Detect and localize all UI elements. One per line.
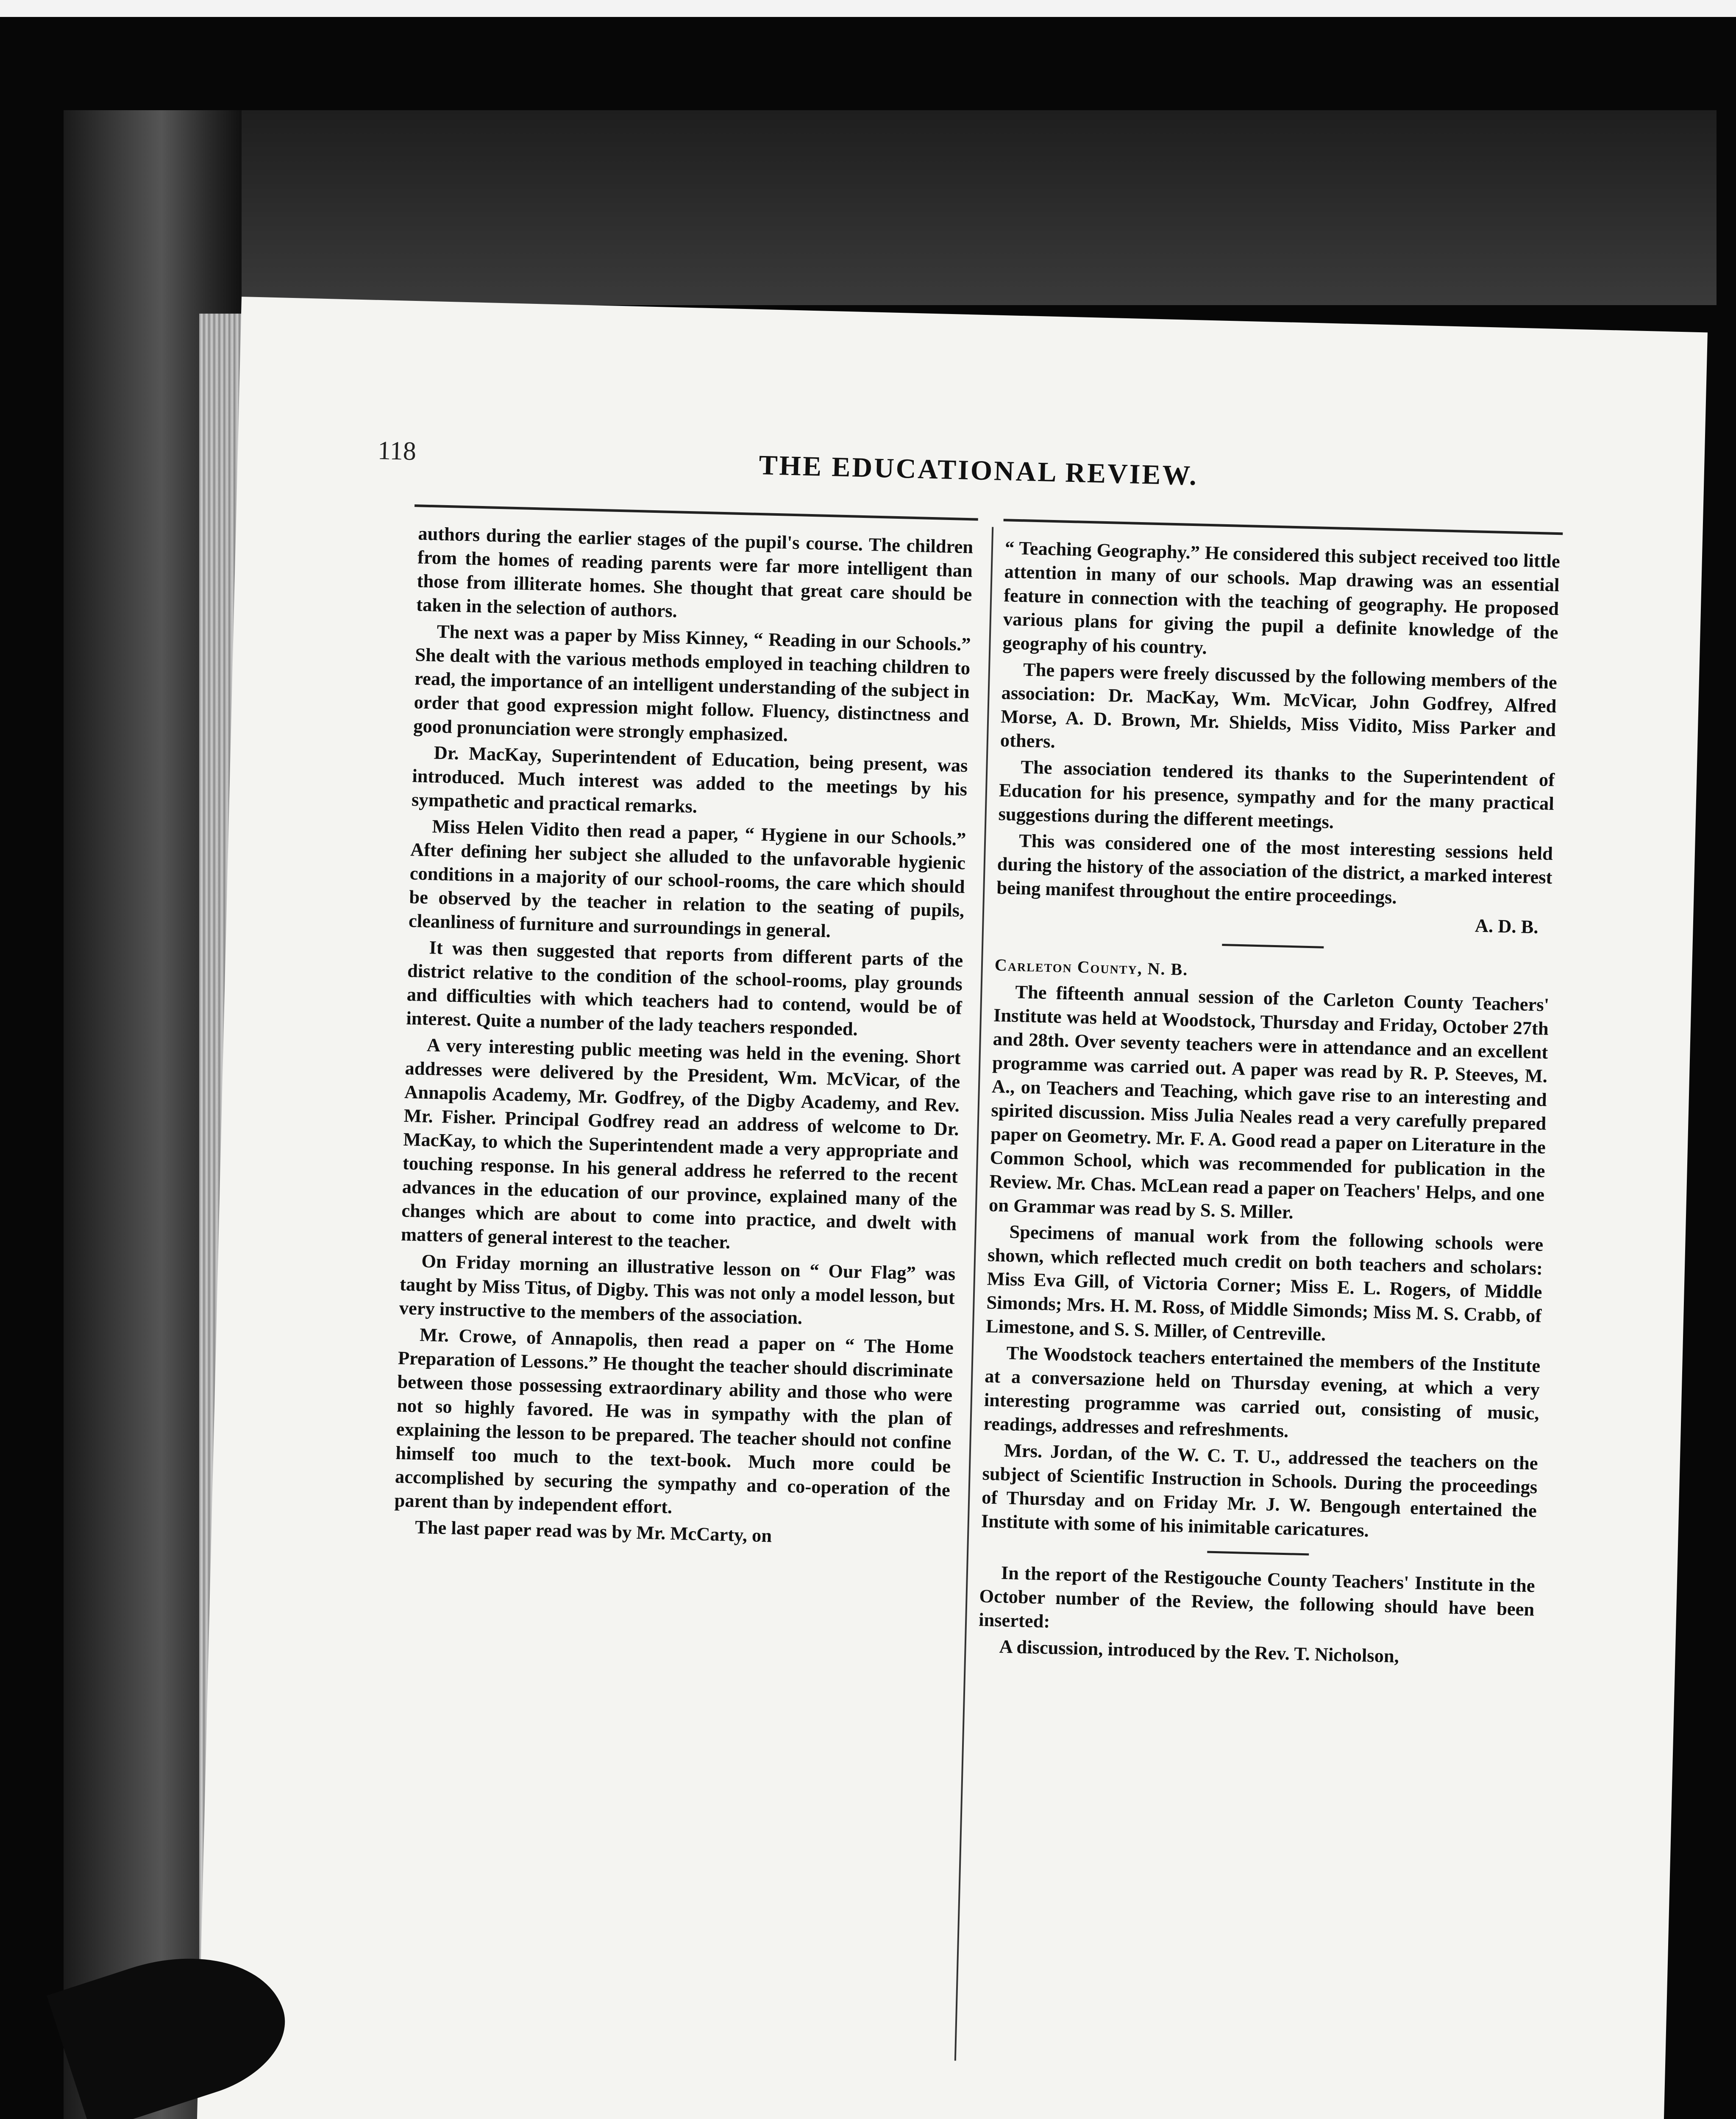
paragraph: The next was a paper by Miss Kinney, “ Reading in our Schools.” She dealt with the various methods employed in teaching children to read, the importance of an intelligent understanding of the subject in order that good expression might follow. Fluency, distinctness and good pronunciation were strongly emphasized. [413,620,971,745]
header-rule-right [1004,519,1563,535]
header-rule-left [415,504,978,520]
section-rule [1207,1551,1309,1556]
paragraph: This was considered one of the most interesting sessions held during the history of the association of the district, a marked interest being manifest throughout the entire proceedings. [996,830,1553,908]
running-head: THE EDUCATIONAL REVIEW. [758,449,1199,492]
page-header [377,436,1564,503]
paragraph: Dr. MacKay, Superintendent of Education, being present, was introduced. Much interest was added to the meetings by his sympathetic and practical remarks. [411,742,968,817]
paragraph: On Friday morning an illustrative lesson on “ Our Flag” was taught by Miss Titus, of Digby. This was not only a model lesson, but very instructive to the members of the association. [399,1250,956,1329]
paragraph: It was then suggested that reports from different parts of the district relative to the condition of the school-rooms, play grounds and difficulties with which teachers had to contend, would be of interest. Quite a number of the lady teachers responded. [406,937,963,1040]
paragraph: A discussion, introduced by the Rev. T. Nicholson, [999,1635,1399,1667]
section-heading: Carleton County, N. B. [994,955,1188,979]
paragraph: The papers were freely discussed by the following members of the association: Dr. MacKay, Wm. McVicar, John Godfrey, Alfred Morse, A. D. Brown, Mr. Shields, Miss Vidito, Miss Parker and others. [1000,659,1558,752]
paragraph: The last paper read was by Mr. McCarty, on [415,1516,772,1546]
paragraph: The association tendered its thanks to the Superintendent of Education for his presence, sympathy and for the many practical suggestions during the different meetings. [998,756,1555,833]
paragraph: Mr. Crowe, of Annapolis, then read a paper on “ The Home Preparation of Lessons.” He thought the teacher should discriminate between those possessing extraordinary ability and those who were not so highly favored. He was in sympathy with the plan of explaining the lesson to be prepared. The teacher should not confine himself too much to the text-book. Much more could be accomplished by securing the sympathy and co-operation of the parent than by independent effort. [394,1324,954,1518]
left-column [393,521,973,1554]
paragraph: In the report of the Restigouche County Teachers' Institute in the October number of the Review, the following should have been inserted: [978,1562,1536,1632]
paragraph: Specimens of manual work from the following schools were shown, which reflected much credit on both teachers and scholars: Miss Eva Gill, of Victoria Corner; Miss E. L. Rogers, of Middle Simonds; Mrs. H. M. Ross, of Middle Simonds; Miss M. S. Crabb, of Limestone, and S. S. Miller, of Centreville. [985,1221,1544,1345]
section-rule [1222,944,1324,948]
paragraph: Miss Helen Vidito then read a paper, “ Hygiene in our Schools.” After defining her subject she alluded to the unfavorable hygienic conditions in a majority of our school-rooms, the care which should be observed by the teacher in relation to the seating of pupils, cleanliness of furniture and surroundings in general. [408,815,966,942]
paragraph: The fifteenth annual session of the Carleton County Teachers' Institute was held at Woodstock, Thursday and Friday, October 27th and 28th. Over seventy teachers were in attendance and an excellent programme was carried out. A paper was read by R. P. Steeves, M. A., on Teachers and Teaching, which gave rise to an interesting and spirited discussion. Miss Julia Neales read a very carefully prepared paper on Geometry. Mr. F. A. Good read a paper on Literature in the Common School, which was recommended for publication in the Review. Mr. Chas. McLean read a paper on Teachers' Helps, and one on Grammar was read by S. S. Miller. [988,981,1550,1223]
scan-shadow-top [64,110,1717,305]
right-column [978,536,1560,1674]
paragraph: A very interesting public meeting was held in the evening. Short addresses were delivered by the President, Wm. McVicar, of the Annapolis Academy, Mr. Godfrey, of the Digby Academy, and Rev. Mr. Fisher. Principal Godfrey read an address of welcome to Dr. MacKay, to which the Superintendent made a very appropriate and touching response. In his general address he referred to the recent advances in the education of our province, explained many of the changes which are about to come into practice, and dwelt with matters of general interest to the teacher. [401,1034,961,1253]
paragraph: The Woodstock teachers entertained the members of the Institute at a conversazione held on Thursday evening, at which a very interesting programme was carried out, consisting of music, readings, addresses and refreshments. [983,1342,1541,1442]
paragraph: authors during the earlier stages of the pupil's course. The children from the homes of reading parents were far more intelligent than those from illiterate homes. She thought that great care should be taken in the selection of authors. [416,523,974,622]
signature: A. D. B. [1474,915,1539,938]
book-page [196,297,1708,2119]
paragraph: “ Teaching Geography.” He considered this subject received too little attention in many of our schools. Map drawing was an essential feature in connection with the teaching of geography. He proposed various plans for giving the pupil a definite knowledge of the geography of his country. [1002,537,1561,658]
paragraph: Mrs. Jordan, of the W. C. T. U., addressed the teachers on the subject of Scientific Instruction in Schools. During the proceedings of Thursday and on Friday Mr. J. W. Bengough entertained the Institute with some of his inimitable caricatures. [981,1439,1538,1541]
film-edge [0,0,1736,17]
page-number: 118 [377,436,417,466]
